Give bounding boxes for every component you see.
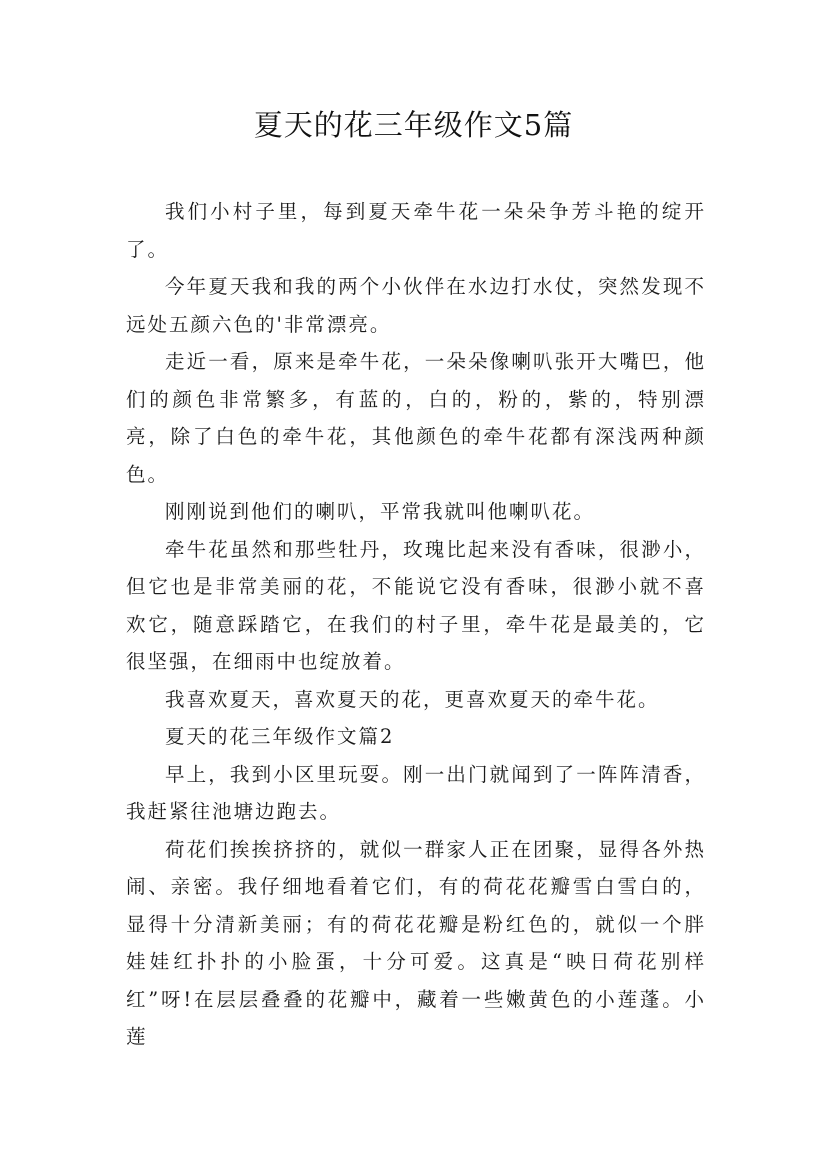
paragraph: 今年夏天我和我的两个小伙伴在水边打水仗，突然发现不远处五颜六色的'非常漂亮。 bbox=[126, 275, 706, 336]
paragraph: 牵牛花虽然和那些牡丹，玫瑰比起来没有香味，很渺小，但它也是非常美丽的花，不能说它没有香味，很渺小就不喜欢它，随意踩踏它，在我们的村子里，牵牛花是最美的，它很坚强，在细雨中也绽放着。 bbox=[126, 537, 706, 673]
paragraph: 走近一看，原来是牵牛花，一朵朵像喇叭张开大嘴巴，他们的颜色非常繁多，有蓝的，白的，粉的，紫的，特别漂亮，除了白色的牵牛花，其他颜色的牵牛花都有深浅两种颜色。 bbox=[126, 350, 706, 486]
paragraph: 刚刚说到他们的喇叭，平常我就叫他喇叭花。 bbox=[165, 500, 596, 523]
paragraph: 早上，我到小区里玩耍。刚一出门就闻到了一阵阵清香，我赶紧往池塘边跑去。 bbox=[126, 762, 706, 823]
paragraph: 我喜欢夏天，喜欢夏天的花，更喜欢夏天的牵牛花。 bbox=[165, 687, 660, 711]
document-title: 夏天的花三年级作文5篇 bbox=[253, 108, 574, 142]
paragraph: 我们小村子里，每到夏天牵牛花一朵朵争芳斗艳的绽开了。 bbox=[126, 200, 706, 261]
paragraph: 荷花们挨挨挤挤的，就似一群家人正在团聚，显得各外热闹、亲密。我仔细地看着它们，有的荷花花瓣雪白雪白的，显得十分清新美丽；有的荷花花瓣是粉红色的，就似一个胖娃娃红扑扑的小脸蛋，十分可爱。这真是“映日荷花别样红”呀!在层层叠叠的花瓣中，藏着一些嫩黄色的小莲蓬。小莲 bbox=[126, 837, 706, 1048]
document-body bbox=[126, 193, 706, 1056]
section-heading: 夏天的花三年级作文篇2 bbox=[165, 725, 395, 748]
